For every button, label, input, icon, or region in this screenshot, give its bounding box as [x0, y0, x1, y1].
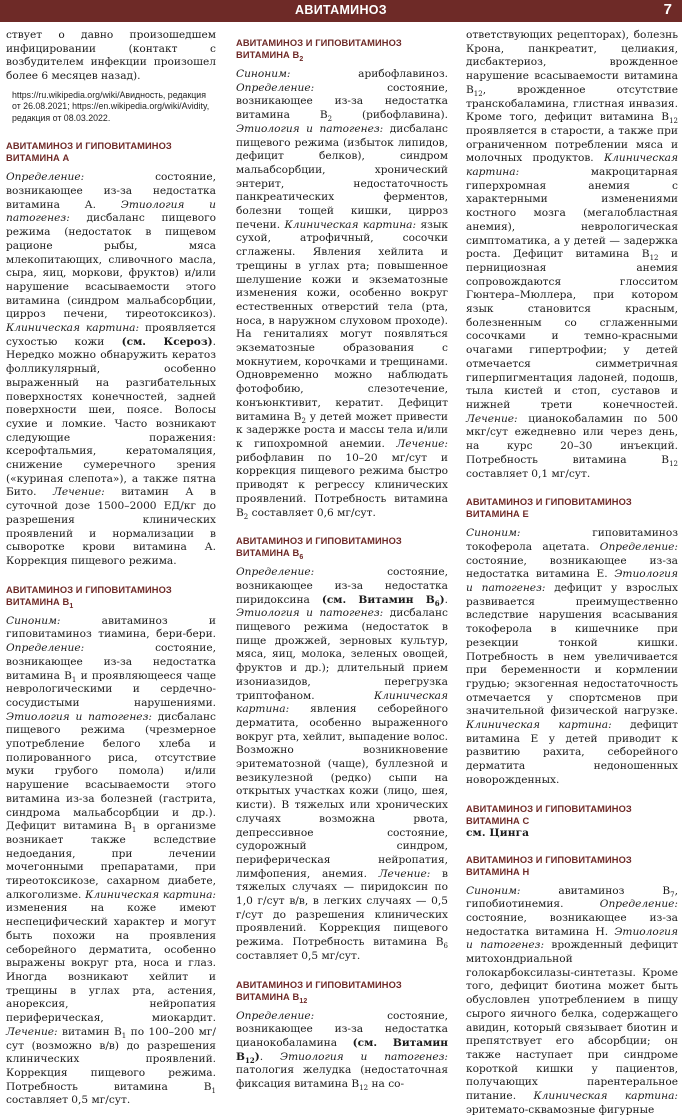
page-header — [0, 0, 682, 22]
subscript: 12 — [669, 117, 678, 126]
treatment-text-continued: составляет 0,6 мг/сут. — [248, 506, 376, 519]
paragraph-vitamin-h — [466, 885, 678, 1118]
cross-reference-end: ) — [439, 593, 445, 606]
heading-vitamin-b12 — [236, 979, 448, 1003]
clinical-text: эритемато-сквамозные фигурные — [466, 1103, 655, 1116]
label-synonym: Синоним: — [466, 527, 521, 540]
subscript: 1 — [131, 826, 137, 835]
etiology-text: дисбаланс пищевого режима (недостаток в пище дрожжей, зерновых культур, мяса, яиц, молока, зеленых овощей, фруктов и др.); длительный прием изониазидов, перегрузка триптофаном. — [236, 607, 448, 702]
continued-text-b: , врожденное отсутствие транскобаламина, глистная инвазия. Кроме того, дефицит витамина B — [466, 83, 678, 124]
label-clinical: Клиническая картина: — [6, 322, 140, 335]
definition-text: состояние, возникающее из-за недостатка витамина А. — [6, 171, 216, 211]
synonym-text: гиповитаминоз токоферола ацетата. — [466, 527, 678, 553]
treatment-text: витамин B — [57, 1025, 122, 1038]
label-etiology: Этиология и патогенез: — [236, 607, 384, 620]
label-definition: Определение: — [6, 642, 85, 655]
heading-vitamin-e: АВИТАМИНОЗ И ГИПОВИТАМИНОЗ ВИТАМИНА E — [466, 497, 632, 520]
etiology-text: дисбаланс пищевого режима (недостаток в пищевом рационе рыбы, мяса млекопитающих, сливочного масла, сыра, яиц, моркови, фруктов) и/или нарушение всасываемости этого витамина (синдром мальабсорбции, цирроз печени, тиреотоксикоз). — [6, 212, 216, 321]
heading-text-line2: ВИТАМИНА B — [236, 991, 300, 1002]
paragraph-vitamin-e — [466, 527, 678, 787]
label-clinical: Клиническая картина: — [284, 218, 417, 231]
label-etiology: Этиология и патогенез: — [466, 568, 678, 595]
treatment-text: рибофлавин по 10–20 мг/сут и коррекция пищевого режима быстро приводят к регрессу клинических проявлений. Потребность витамина B — [236, 451, 448, 519]
subscript: 12 — [299, 997, 308, 1005]
clinical-text-continued: . Нередко можно обнаружить кератоз фолликулярный, особенно выраженный на разгибательных поверхностях конечностей, задней поверхности шеи, поясе. Волосы сухие и ломкие. Часто возникают следующие поражения: ксерофтальмия, кератомаляция, снижение сумеречного зрения («куриная слепота»), а также пятна Бито. — [6, 335, 217, 499]
continued-text: ответствующих рецепторах), болезнь Крона, панкреатит, целиакия, дисбактериоз, врожденное нарушение всасываемости витамина B — [466, 29, 678, 96]
subscript: 6 — [443, 942, 448, 951]
subscript: 1 — [121, 1031, 127, 1040]
definition-text: состояние, возникающее из-за недостатка цианокобаламина — [236, 1009, 448, 1049]
paragraph-vitamin-a — [6, 171, 216, 568]
etiology-text: врожденный дефицит митохондриальной голокарбоксилазы-синтетазы. Кроме того, дефицит биотина может быть обусловлен употреблением в пищу сырого яичного белка, содержащего авидин, который связывает биотин и препятствует его абсорбции; он также наступает при синдроме короткой кишки у пациентов, получающих парентеральное питание. — [466, 939, 678, 1103]
label-etiology: Этиология и патогенез: — [6, 198, 216, 225]
cross-reference-text: (см. Витамин B — [236, 1037, 448, 1063]
etiology-text: дисбаланс пищевого режима (избыток липидов, дефицит белков), синдром мальабсорбции, хронический энтерит, недостаточность панкреатических ферментов, болезни тощей кишки, цирроз печени. — [236, 122, 448, 231]
label-treatment: Лечение: — [53, 486, 105, 499]
page-number: 7 — [663, 1, 672, 18]
definition-text-continued: и проявляющееся чаще неврологическими и сердечно-сосудистыми нарушениями. — [6, 669, 216, 709]
cross-reference-scurvy[interactable]: см. Цинга — [466, 826, 530, 839]
heading-vitamin-c — [466, 803, 678, 839]
cross-reference-xerosis[interactable]: (см. Ксероз) — [121, 335, 213, 348]
subscript: 2 — [327, 115, 333, 124]
label-etiology: Этиология и патогенез: — [466, 925, 678, 952]
heading-text: АВИТАМИНОЗ И ГИПОВИТАМИНОЗ ВИТАМИНА B — [236, 38, 402, 60]
label-synonym: Синоним: — [466, 884, 521, 897]
cross-reference-end: ) — [254, 1050, 260, 1063]
etiology-text: патология желудка (недостаточная фиксация витамина B — [236, 1064, 448, 1091]
label-definition: Определение: — [6, 171, 85, 184]
cross-reference-vitamin-b6[interactable] — [322, 594, 445, 606]
column-2 — [236, 29, 448, 1092]
label-etiology: Этиология и патогенез: — [236, 122, 384, 135]
subscript: 12 — [473, 89, 483, 98]
subscript: 1 — [69, 602, 74, 610]
paragraph-intro — [6, 29, 216, 84]
source-reference: https://ru.wikipedia.org/wiki/Авидность, редакция от 26.08.2021; https://en.wikipedia.org/wiki/Avidity, редакция от 08.03.2022. — [12, 89, 210, 123]
treatment-text-continued: составляет 0,5 мг/сут. — [236, 949, 361, 962]
subscript: 2 — [243, 512, 249, 521]
heading-text: АВИТАМИНОЗ И ГИПОВИТАМИНОЗ ВИТАМИНА B — [6, 584, 172, 607]
heading-text: АВИТАМИНОЗ И ГИПОВИТАМИНОЗ — [236, 979, 402, 990]
paragraph-vitamin-b12 — [236, 1010, 448, 1092]
label-treatment: Лечение: — [6, 1025, 58, 1038]
subscript: 1 — [211, 1086, 216, 1095]
header-title: АВИТАМИНОЗ — [295, 3, 387, 17]
continued-text-c: проявляется в старости, а также при ограниченном потреблении мяса и молочных продуктов. — [466, 124, 678, 165]
definition-text-continued: (рибофлавина). — [332, 109, 448, 122]
label-clinical: Клиническая картина: — [533, 1090, 678, 1103]
column-1 — [6, 29, 216, 1108]
treatment-text: цианокобаламин по 500 мкг/сут ежедневно или через день, на курс 20–30 инъекций. Потребность витамина B — [466, 412, 678, 466]
heading-text: АВИТАМИНОЗ И ГИПОВИТАМИНОЗ ВИТАМИНА B — [236, 536, 402, 559]
label-etiology: Этиология и патогенез: — [6, 710, 152, 723]
label-clinical: Клиническая картина: — [85, 888, 216, 901]
definition-text: состояние, возникающее из-за недостатка пиридоксина — [236, 566, 448, 606]
subscript: 12 — [244, 1055, 255, 1065]
clinical-text: дефицит витамина Е у детей приводит к развитию рахита, себорейного дерматита недоношенных новорожденных. — [466, 719, 678, 786]
label-etiology: Этиология и патогенез: — [279, 1050, 448, 1063]
treatment-text-continued: по 100–200 мг/сут (возможно в/в) до разрешения клинических проявлений. Коррекция пищевого режима. Потребность витамина B — [6, 1025, 217, 1093]
definition-text: состояние, возникающее из-за недостатка витамина B — [236, 81, 448, 122]
label-clinical: Клиническая картина: — [236, 689, 448, 716]
subscript: 6 — [299, 554, 304, 562]
heading-vitamin-b2 — [236, 37, 448, 61]
clinical-text: язык сухой, атрофичный, сосочки сглажены. Явления хейлита и трещины в углах рта; повышенное шелушение кожи и экзематозные изменения кожи, особенно вокруг естественных отверстий тела (рта, носа, в наружном слуховом проходе). На гениталиях могут появляться экзематозные образования с мокнутием, корочками и трещинами. Одновременно можно наблюдать фотофобию, слезотечение, конъюнктивит, кератит. Дефицит витамина B — [236, 218, 448, 423]
label-definition: Определение: — [236, 1009, 315, 1022]
label-definition: Определение: — [599, 540, 678, 553]
treatment-text: витамин А в суточной дозе 1500–2000 ЕД/кг до разрешения клинических проявлений и нормализации в сыворотке крови витамина А. Коррекция пищевого режима. — [6, 486, 216, 567]
clinical-text: макроцитарная гиперхромная анемия с характерными изменениями костного мозга (мегалобластная анемия), неврологическая симптоматика, а у детей — задержка роста. Дефицит витамина B — [466, 166, 678, 261]
subscript: 7 — [670, 890, 675, 899]
etiology-text: дисбаланс пищевого режима (чрезмерное употребление белого хлеба и полированного риса, отсутствие муки грубого помола) и/или нарушение всасываемости этого витамина из-за болезней (гастрита, синдрома мальабсорбции и др.). Дефицит витамина B — [6, 710, 216, 833]
subscript: 1 — [71, 675, 77, 684]
label-treatment: Лечение: — [378, 867, 431, 880]
clinical-text: проявляется сухостью кожи — [6, 322, 216, 348]
subscript: 6 — [434, 598, 440, 608]
label-definition: Определение: — [236, 566, 315, 579]
clinical-text: явления себорейного дерматита, особенно выраженного вокруг рта, хейлит, выпадение волос. Возможно возникновение эритематозной (чаще), буллезной и везикулезной (редко) сыпи на открытых участках кожи (лицо, шея, кисти). В тяжелых или хронических случаях возможна рвота, депрессивное состояние, судорожный синдром, периферическая нейропатия, лимфопения, анемия. — [236, 703, 448, 880]
paragraph-vitamin-b6 — [236, 566, 448, 963]
label-treatment: Лечение: — [396, 437, 448, 450]
synonym-text-continued: , гипобиотинемия. — [466, 884, 678, 911]
subscript: 12 — [649, 254, 659, 263]
label-synonym: Синоним: — [6, 614, 61, 627]
label-definition: Определение: — [599, 898, 678, 911]
treatment-text-end: составляет 0,5 мг/сут. — [6, 1094, 131, 1107]
paragraph-b12-continued — [466, 29, 678, 481]
column-3 — [466, 29, 678, 1118]
label-definition: Определение: — [236, 81, 315, 94]
label-synonym: Синоним: — [236, 68, 291, 80]
definition-text: состояние, возникающее из-за недостатка витамина Е. — [466, 554, 678, 581]
heading-vitamin-b1 — [6, 584, 216, 608]
clinical-text-continued: у детей может привести к задержке роста и массы тела и/или к гипохромной анемии. — [236, 410, 448, 450]
heading-text: АВИТАМИНОЗ И ГИПОВИТАМИНОЗ ВИТАМИНА C — [466, 803, 632, 826]
treatment-text-continued: составляет 0,1 мг/сут. — [466, 467, 591, 480]
definition-end: . — [259, 1050, 280, 1063]
etiology-text-continued: на со- — [368, 1078, 405, 1091]
synonym-text: арибофлавиноз. — [290, 68, 448, 80]
paragraph-vitamin-b1 — [6, 615, 216, 1108]
heading-vitamin-b6 — [236, 535, 448, 562]
label-clinical: Клиническая картина: — [466, 152, 678, 179]
treatment-text: в тяжелых случаях — пиридоксин по 1,0 г/сут в/в, в легких случаях — 0,5 г/сут до разрешения клинических проявлений. Коррекция пищевого режима. Потребность витамина B — [236, 867, 448, 949]
subscript: 2 — [301, 416, 306, 425]
subscript: 2 — [299, 55, 304, 63]
etiology-text-continued: в организме возникает также вследствие недоедания, при лечении мочегонными препаратами, при тиреотоксикозе, сахарном диабете, алкоголизме. — [6, 820, 217, 901]
subscript: 12 — [359, 1084, 369, 1093]
etiology-text: дефицит у взрослых развивается преимущественно вследствие нарушения всасывания токоферола в кишечнике при резекции тонкой кишки. Потребность в нем увеличивается при беременности и кормлении грудью; экзогенная недостаточность отмечается у спортсменов при значительной физической нагрузке. — [466, 582, 678, 718]
heading-vitamin-a: АВИТАМИНОЗ И ГИПОВИТАМИНОЗ ВИТАМИНА А — [6, 141, 172, 164]
subscript: 12 — [669, 459, 678, 468]
paragraph-vitamin-b2 — [236, 68, 448, 520]
definition-end: . — [444, 593, 448, 606]
heading-vitamin-h: АВИТАМИНОЗ И ГИПОВИТАМИНОЗ ВИТАМИНА H — [466, 854, 632, 877]
clinical-text: изменения на коже имеют неспецифический характер и могут быть похожи на проявления себорейного дерматита, особенно выражены вокруг рта, носа и глаз. Иногда возникают хейлит и трещины в углах рта, астения, анорексия, нейропатия периферическая, миокардит. — [6, 902, 216, 1025]
definition-text: состояние, возникающее из-за недостатка витамина B — [6, 642, 216, 682]
definition-text: состояние, возникающее из-за недостатка витамина H. — [466, 911, 678, 938]
label-treatment: Лечение: — [466, 412, 518, 425]
cross-reference-text: (см. Витамин B — [321, 593, 435, 606]
synonym-text: авитаминоз и гиповитаминоз тиамина, бери-бери. — [6, 614, 216, 641]
label-clinical: Клиническая картина: — [466, 719, 612, 732]
clinical-text-continued: и пернициозная анемия сопровождаются глосситом Гюнтера–Мюллера, при котором язык становится красным, болезненным со сглаженными сосочками и темно-красными очагами гипертрофии; у детей отмечается симметричная гиперпигментация ладоней, подошв, тыла кистей и стоп, суставов и нижней трети конечностей. — [466, 248, 678, 411]
intro-text: ствует о давно произошедшем инфицировании (контакт с возбудителем инфекции произошел более 6 месяцев назад). — [6, 29, 216, 83]
synonym-text: авитаминоз B — [520, 884, 671, 897]
